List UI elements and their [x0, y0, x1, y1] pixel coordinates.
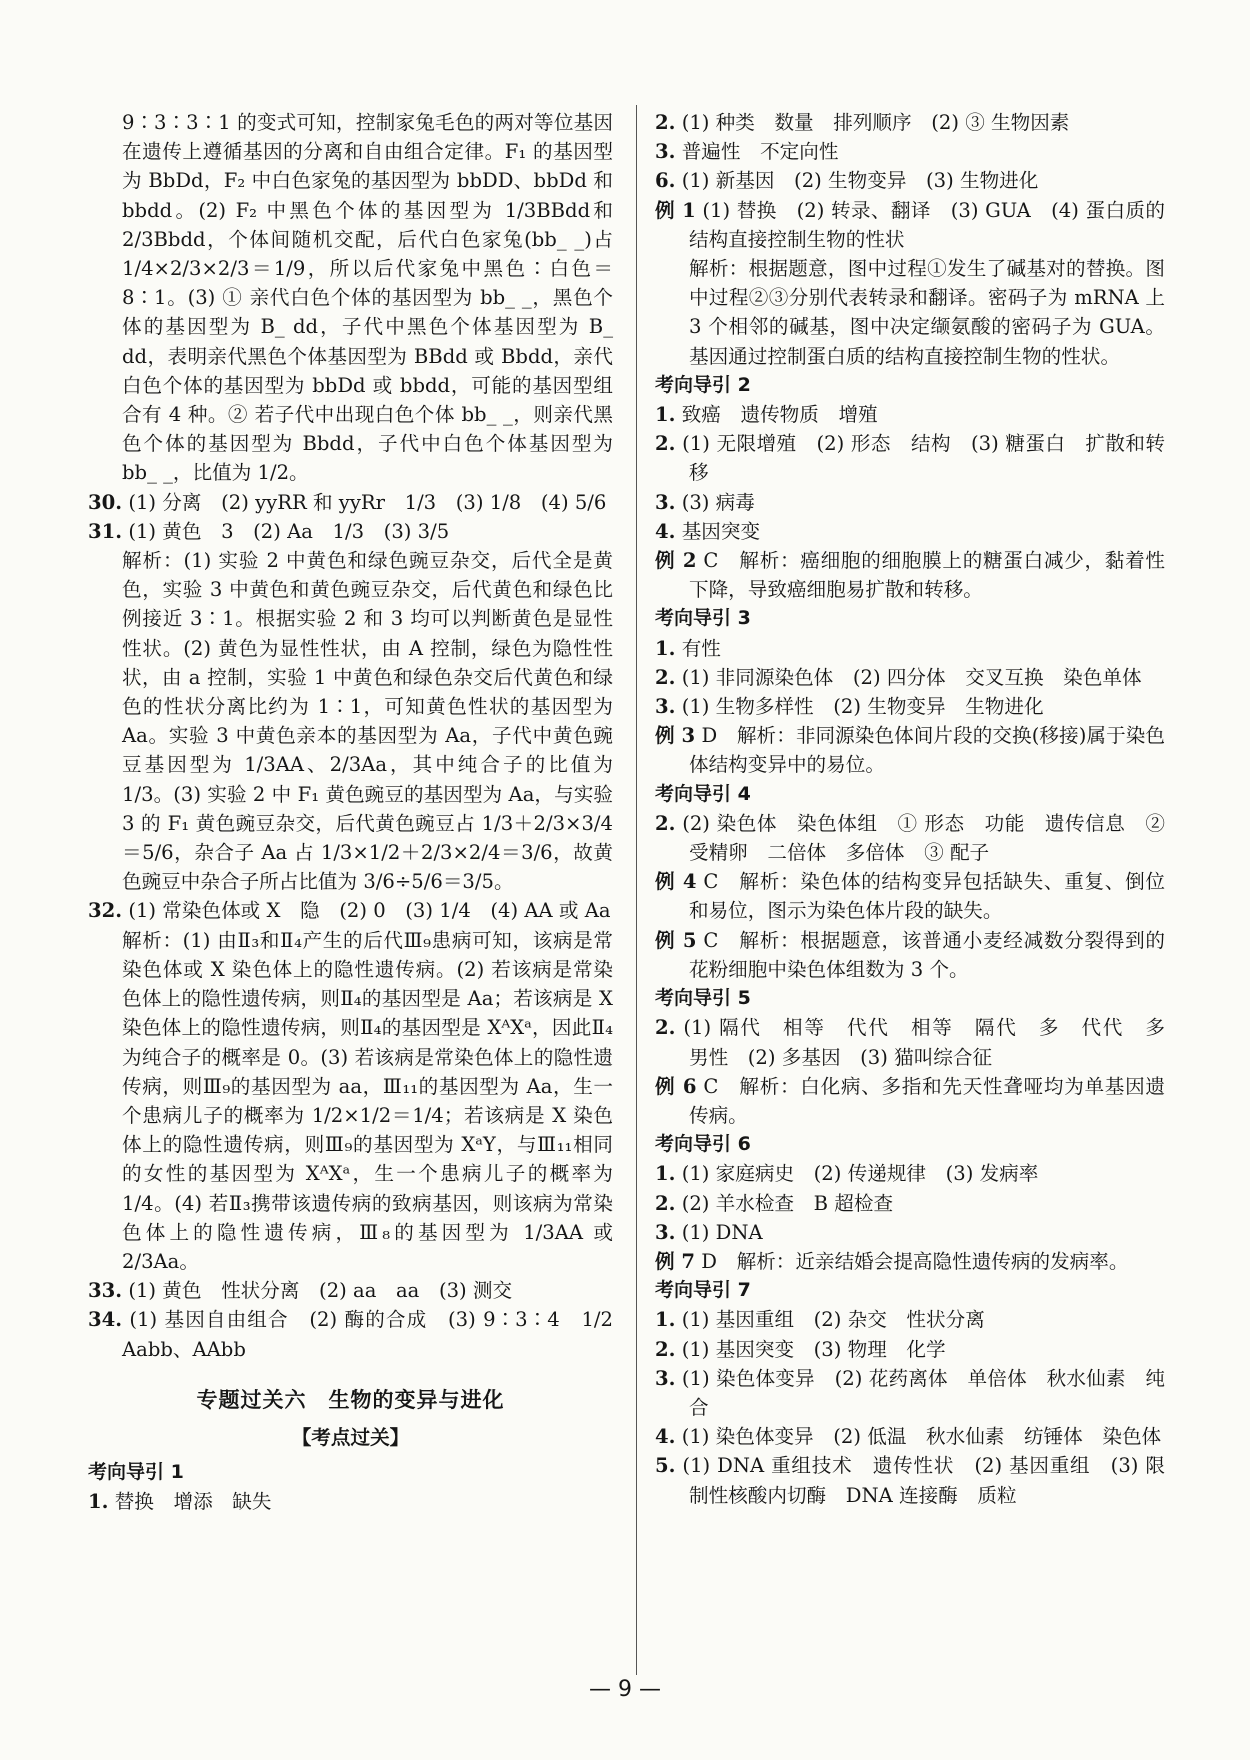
- item-number: 例 6: [655, 1074, 697, 1098]
- answer-item: [655, 429, 1165, 487]
- answer-item: [655, 1422, 1165, 1451]
- item-answer: (1) 隔代 相等 代代 相等 隔代 多 代代 多 男性 (2) 多基因 (3) 猫叫综合征: [675, 1016, 1185, 1069]
- item-answer: 普遍性 不定向性: [675, 140, 839, 164]
- answer-item: [88, 517, 613, 546]
- item-number: 2.: [655, 665, 676, 689]
- topic-heading: 考向导引 2: [655, 373, 751, 396]
- item-number: 5.: [655, 1454, 676, 1478]
- item-answer: C 解析：染色体的结构变异包括缺失、重复、倒位和易位，图示为染色体片段的缺失。: [689, 870, 1165, 923]
- answer-item: [655, 721, 1165, 779]
- item-answer: (1) 种类 数量 排列顺序 (2) ③ 生物因素: [675, 111, 1070, 134]
- answer-item: [655, 809, 1165, 867]
- item-number: 3.: [655, 1220, 676, 1244]
- item-number: 3.: [655, 490, 676, 514]
- answer-item: [655, 546, 1165, 604]
- answer-item: [655, 1189, 1165, 1218]
- answer-item: [655, 400, 1165, 429]
- page-number: — 9 —: [589, 1677, 661, 1702]
- answer-item: [655, 1013, 1185, 1071]
- item-number: 2.: [655, 1016, 676, 1040]
- item-answer: (1) 黄色 性状分离 (2) aa aa (3) 测交: [122, 1279, 513, 1303]
- item-answer: C 解析：根据题意，该普通小麦经减数分裂得到的花粉细胞中染色体组数为 3 个。: [689, 928, 1165, 981]
- item-number: 例 4: [655, 870, 697, 894]
- answer-item: [655, 196, 1165, 254]
- topic-heading: 考向导引 3: [655, 607, 751, 630]
- item-answer: (1) 新基因 (2) 生物变异 (3) 生物进化: [675, 169, 1039, 193]
- answer-item: [655, 1335, 1165, 1364]
- item-number: 2.: [655, 811, 676, 835]
- item-answer: (1) DNA: [675, 1220, 763, 1244]
- item-number: 33.: [88, 1279, 123, 1303]
- item-number: 3.: [655, 1366, 676, 1390]
- column-divider: [636, 105, 637, 1675]
- item-answer: (1) 基因突变 (3) 物理 化学: [675, 1337, 946, 1361]
- answer-item: [655, 1364, 1165, 1422]
- answer-item: [655, 867, 1165, 925]
- item-number: 4.: [655, 519, 676, 543]
- item-answer: C 解析：癌细胞的细胞膜上的糖蛋白减少，黏着性下降，导致癌细胞易扩散和转移。: [689, 549, 1165, 602]
- item-number: 例 7: [655, 1249, 696, 1273]
- item-answer: D 解析：近亲结婚会提高隐性遗传病的发病率。: [695, 1249, 1129, 1273]
- answer-item: [655, 663, 1165, 692]
- answer-item: [655, 1305, 1165, 1334]
- item-number: 3.: [655, 140, 676, 164]
- item-answer: (1) 非同源染色体 (2) 四分体 交叉互换 染色单体: [675, 665, 1142, 689]
- item-number: 31.: [88, 519, 123, 543]
- item-number: 2.: [655, 1191, 676, 1215]
- answer-item: [655, 488, 1165, 517]
- item-number: 1.: [88, 1490, 109, 1514]
- answer-item: [655, 1159, 1165, 1188]
- item-answer: (1) 分离 (2) yyRR 和 yyRr 1/3 (3) 1/8 (4) 5/6: [122, 490, 607, 514]
- item-answer: C 解析：白化病、多指和先天性聋哑均为单基因遗传病。: [689, 1074, 1165, 1127]
- answer-item: [88, 488, 613, 517]
- item-number: 1.: [655, 1162, 676, 1186]
- item-answer: (2) 羊水检查 B 超检查: [675, 1191, 894, 1215]
- item-number: 例 2: [655, 549, 697, 573]
- item-answer: (1) 无限增殖 (2) 形态 结构 (3) 糖蛋白 扩散和转移: [675, 432, 1165, 485]
- item-answer: 致癌 遗传物质 增殖: [675, 403, 878, 427]
- item-answer: (2) 染色体 染色体组 ① 形态 功能 遗传信息 ② 受精卵 二倍体 多倍体 ③ 配子: [675, 811, 1165, 865]
- item-number: 1.: [655, 636, 676, 660]
- item-answer: (1) 基因自由组合 (2) 酶的合成 (3) 9∶3∶4 1/2 Aabb、AAbb: [122, 1308, 633, 1361]
- answer-item: [88, 896, 613, 925]
- item-answer: 替换 增添 缺失: [108, 1490, 272, 1514]
- item-answer: (1) DNA 重组技术 遗传性状 (2) 基因重组 (3) 限制性核酸内切酶 DNA 连接酶 质粒: [675, 1454, 1165, 1507]
- topic-heading: 考向导引 5: [655, 987, 751, 1010]
- left-column: [88, 108, 633, 1517]
- answer-item: [655, 1072, 1165, 1130]
- item-number: 30.: [88, 490, 123, 514]
- item-answer: (1) 生物多样性 (2) 生物变异 生物进化: [675, 695, 1044, 719]
- answer-item: [655, 1218, 1165, 1247]
- topic-heading: 考向导引 4: [655, 782, 751, 805]
- topic-heading: 考向导引 7: [655, 1279, 751, 1302]
- item-answer: (1) 家庭病史 (2) 传递规律 (3) 发病率: [675, 1162, 1039, 1186]
- item-answer: (1) 常染色体或 X 隐 (2) 0 (3) 1/4 (4) AA 或 Aa: [122, 899, 611, 923]
- item-answer: (1) 染色体变异 (2) 花药离体 单倍体 秋水仙素 纯合: [675, 1366, 1165, 1419]
- item-number: 1.: [655, 1308, 676, 1332]
- answer-item: [655, 1451, 1165, 1509]
- explanation-paragraph: 解析：(1) 由Ⅱ₃和Ⅱ₄产生的后代Ⅲ₉患病可知，该病是常染色体或 X 染色体上的隐性遗传病。(2) 若该病是常染色体上的隐性遗传病，则Ⅱ₄的基因型是 Aa；若该病是 X 染色体上的隐性遗传病，则Ⅱ₄的基因型是 XᴬXᵃ，因此Ⅱ₄为纯合子的概率是 0。(3) 若该病是常染色体上的隐性遗传病，则Ⅲ₉的基因型为 aa，Ⅲ₁₁的基因型为 Aa，生一个患病儿子的概率为 1/2×1/2＝1/4；若该病是 X 染色体上的隐性遗传病，则Ⅲ₉的基因型为 XᵃY，与Ⅲ₁₁相同的女性的基因型为 XᴬXᵃ，生一个患病儿子的概率为 1/4。(4) 若Ⅱ₃携带该遗传病的致病基因，则该病为常染色体上的隐性遗传病，Ⅲ₈的基因型为 1/3AA 或 2/3Aa。: [122, 928, 613, 1273]
- answer-item: [655, 1247, 1165, 1276]
- answer-item: [655, 108, 1165, 137]
- item-answer: (1) 基因重组 (2) 杂交 性状分离: [675, 1308, 985, 1332]
- answer-item: [655, 137, 1165, 166]
- item-number: 2.: [655, 111, 676, 134]
- explanation-paragraph: 解析：根据题意，图中过程①发生了碱基对的替换。图中过程②③分别代表转录和翻译。密码子为 mRNA 上 3 个相邻的碱基，图中决定缬氨酸的密码子为 GUA。基因通过控制蛋白质的结构直接控制生物的性状。: [689, 257, 1165, 368]
- answer-item: [88, 1276, 613, 1305]
- item-number: 34.: [88, 1308, 123, 1332]
- item-number: 例 3: [655, 724, 696, 748]
- right-column: [655, 108, 1185, 1510]
- topic-heading: 考向导引 1: [88, 1461, 184, 1484]
- item-number: 6.: [655, 169, 676, 193]
- answer-item: [655, 926, 1165, 984]
- item-number: 1.: [655, 403, 676, 427]
- answer-item: [88, 1305, 633, 1363]
- answer-item: [655, 692, 1165, 721]
- item-answer: D 解析：非同源染色体间片段的交换(移接)属于染色体结构变异中的易位。: [689, 724, 1165, 777]
- section-title: 专题过关六 生物的变异与进化: [196, 1387, 505, 1412]
- item-answer: (3) 病毒: [675, 490, 755, 514]
- item-number: 2.: [655, 1337, 676, 1361]
- answer-item: [655, 634, 1165, 663]
- item-number: 2.: [655, 432, 676, 456]
- item-number: 例 1: [655, 198, 696, 222]
- item-number: 例 5: [655, 928, 697, 952]
- item-number: 4.: [655, 1425, 676, 1449]
- answer-item: [655, 166, 1165, 195]
- item-answer: (1) 染色体变异 (2) 低温 秋水仙素 纺锤体 染色体: [675, 1425, 1162, 1449]
- explanation-paragraph: 解析：(1) 实验 2 中黄色和绿色豌豆杂交，后代全是黄色，实验 3 中黄色和黄色豌豆杂交，后代黄色和绿色比例接近 3∶1。根据实验 2 和 3 均可以判断黄色是显性性状。(2) 黄色为显性性状，由 A 控制，绿色为隐性性状，由 a 控制，实验 1 中黄色和绿色杂交后代黄色和绿色的性状分离比约为 1∶1，可知黄色性状的基因型为 Aa。实验 3 中黄色亲本的基因型为 Aa，子代中黄色豌豆基因型为 1/3AA、2/3Aa，其中纯合子的比值为 1/3。(3) 实验 2 中 F₁ 黄色豌豆的基因型为 Aa，与实验 3 的 F₁ 黄色豌豆杂交，后代黄色豌豆占 1/3＋2/3×3/4＝5/6，杂合子 Aa 占 1/3×1/2＋2/3×2/4＝3/6，故黄色豌豆中杂合子所占比值为 3/6÷5/6＝3/5。: [122, 549, 613, 894]
- item-number: 3.: [655, 695, 676, 719]
- item-answer: 有性: [675, 636, 721, 660]
- explanation-paragraph: 9∶3∶3∶1 的变式可知，控制家兔毛色的两对等位基因在遗传上遵循基因的分离和自由组合定律。F₁ 的基因型为 BbDd，F₂ 中白色家兔的基因型为 bbDD、bbDd 和 bbdd。(2) F₂ 中黑色个体的基因型为 1/3BBdd和2/3Bbdd，个体间随机交配，后代白色家兔(bb_ _)占 1/4×2/3×2/3＝1/9，所以后代家兔中黑色∶白色＝8∶1。(3) ① 亲代白色个体的基因型为 bb_ _，黑色个体的基因型为 B_ dd，子代中黑色个体基因型为 B_ dd，表明亲代黑色个体基因型为 BBdd 或 Bbdd，亲代白色个体的基因型为 bbDd 或 bbdd，可能的基因型组合有 4 种。② 若子代中出现白色个体 bb_ _，则亲代黑色个体的基因型为 Bbdd，子代中白色个体基因型为 bb_ _，比值为 1/2。: [122, 111, 613, 485]
- answer-item: [88, 1487, 613, 1516]
- item-answer: (1) 黄色 3 (2) Aa 1/3 (3) 3/5: [122, 519, 450, 543]
- item-answer: (1) 替换 (2) 转录、翻译 (3) GUA (4) 蛋白质的结构直接控制生物的性状: [689, 198, 1165, 251]
- section-subtitle: 【考点过关】: [291, 1425, 410, 1449]
- item-number: 32.: [88, 899, 123, 923]
- answer-item: [655, 517, 1165, 546]
- topic-heading: 考向导引 6: [655, 1133, 751, 1156]
- item-answer: 基因突变: [675, 519, 761, 543]
